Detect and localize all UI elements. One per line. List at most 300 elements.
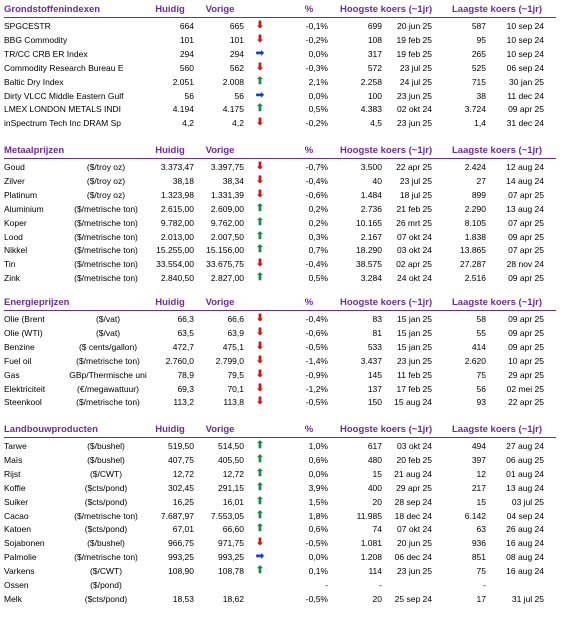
down-arrow-icon: ⬇	[255, 396, 265, 408]
table-row	[0, 203, 562, 215]
high-date: 24 okt 24	[397, 273, 432, 284]
previous-value: 993,25	[218, 552, 244, 563]
high-date: 22 apr 25	[396, 162, 432, 172]
high-value: 145	[367, 369, 382, 380]
high-value: 1.208	[360, 552, 382, 563]
previous-value: 113,8	[223, 397, 244, 408]
pct-change: 3,9%	[308, 482, 328, 493]
low-date: 10 sep 24	[506, 34, 544, 45]
section-header	[0, 424, 562, 436]
col-current-header: Huidig	[155, 297, 185, 308]
high-value: 317	[367, 48, 382, 59]
previous-value: 16,01	[222, 496, 244, 507]
previous-value: 9.762,00	[210, 217, 244, 228]
previous-value: 294	[229, 48, 244, 59]
high-value: 2.258	[360, 76, 382, 87]
pct-change: -	[325, 580, 328, 590]
col-current-header: Huidig	[155, 424, 185, 435]
current-value: 2.013,00	[160, 231, 194, 242]
commodity-unit: ($/bushel)	[87, 538, 125, 549]
table-row	[0, 34, 562, 46]
low-value: 38	[476, 90, 486, 101]
up-arrow-icon: ⬆	[255, 202, 265, 214]
commodity-unit: ($/bushel)	[87, 441, 125, 451]
pct-change: -0,7%	[305, 162, 328, 172]
high-value: 1.081	[360, 538, 382, 549]
low-value: 75	[476, 566, 486, 577]
commodity-name: Elektriciteit	[4, 383, 46, 394]
table-row	[0, 313, 562, 325]
pct-change: -1,4%	[305, 355, 328, 366]
down-arrow-icon: ⬇	[255, 33, 265, 45]
down-arrow-icon: ⬇	[255, 313, 265, 324]
high-date: 26 mrt 25	[396, 217, 432, 228]
commodity-name: Aluminium	[4, 203, 44, 214]
commodity-name: Suiker	[4, 496, 29, 507]
high-date: 23 jun 25	[397, 566, 432, 577]
low-date: 03 jul 25	[511, 496, 544, 507]
table-row	[0, 369, 562, 381]
current-value: 78,9	[177, 369, 194, 380]
high-date: 11 feb 25	[397, 369, 432, 380]
pct-change: -0,4%	[305, 175, 328, 186]
high-date: 19 feb 25	[396, 48, 432, 59]
up-arrow-icon: ⬆	[255, 481, 265, 493]
up-arrow-icon: ⬆	[255, 230, 265, 242]
current-value: 664	[179, 21, 194, 31]
high-date: 23 jun 25	[397, 355, 432, 366]
up-arrow-icon: ⬆	[255, 495, 265, 507]
commodity-name: inSpectrum Tech Inc DRAM Sp	[4, 118, 121, 129]
commodity-unit: ($cts/pond)	[84, 496, 128, 507]
high-date: 18 jul 25	[399, 189, 432, 200]
commodity-name: Olie (WTI)	[4, 327, 43, 338]
low-value: 12	[476, 468, 486, 479]
low-value: 55	[476, 327, 486, 338]
low-value: 63	[476, 524, 486, 535]
previous-value: 63,9	[227, 327, 244, 338]
low-date: 27 aug 24	[506, 441, 544, 451]
high-value: 1.484	[360, 189, 382, 200]
up-arrow-icon: ⬆	[255, 272, 265, 284]
commodity-name: Platinum	[4, 189, 38, 200]
low-date: 07 apr 25	[508, 189, 544, 200]
pct-change: -0,2%	[305, 118, 328, 129]
commodity-name: Maïs	[4, 454, 23, 465]
high-value: 18.290	[356, 245, 382, 256]
up-arrow-icon: ⬆	[255, 216, 265, 228]
low-date: 29 apr 25	[508, 369, 544, 380]
low-value: 1,4	[474, 118, 486, 129]
high-date: 20 jun 25	[397, 21, 432, 31]
previous-value: 108,78	[218, 566, 244, 577]
commodity-name: Gas	[4, 369, 20, 380]
high-date: 23 jun 25	[397, 118, 432, 129]
table-row	[0, 327, 562, 339]
col-previous-header: Vorige	[205, 424, 235, 435]
current-value: 1.323,98	[160, 189, 194, 200]
current-value: 12,72	[172, 468, 194, 479]
up-arrow-icon: ⬆	[255, 453, 265, 465]
low-value: 2.620	[464, 355, 486, 366]
pct-change: -0,5%	[305, 538, 328, 549]
high-date: 25 sep 24	[394, 593, 432, 604]
down-arrow-icon: ⬇	[255, 161, 265, 172]
down-arrow-icon: ⬇	[255, 382, 265, 394]
table-row	[0, 231, 562, 243]
high-value: 4.383	[360, 104, 382, 115]
current-value: 63,5	[177, 327, 194, 338]
low-date: 10 apr 25	[508, 355, 544, 366]
current-value: 15.255,00	[156, 245, 194, 256]
low-date: 22 apr 25	[508, 397, 544, 408]
current-value: 66,3	[177, 314, 194, 324]
commodity-unit: ($/troy oz)	[86, 189, 126, 200]
commodity-name: Benzine	[4, 341, 35, 352]
high-value: 20	[372, 496, 382, 507]
high-value: 11.985	[356, 510, 382, 521]
up-arrow-icon: ⬆	[255, 509, 265, 521]
table-row	[0, 565, 562, 577]
down-arrow-icon: ⬇	[255, 20, 265, 31]
table-row	[0, 523, 562, 535]
low-date: 13 aug 24	[506, 203, 544, 214]
pct-change: 0,2%	[308, 217, 328, 228]
down-arrow-icon: ⬇	[255, 368, 265, 380]
commodity-name: Olie (Brent	[4, 314, 45, 324]
current-value: 56	[184, 90, 194, 101]
low-date: 09 apr 25	[508, 273, 544, 284]
current-value: 2.840,50	[160, 273, 194, 284]
pct-change: 0,6%	[308, 524, 328, 535]
table-row	[0, 161, 562, 173]
high-date: 20 jun 25	[397, 538, 432, 549]
commodity-name: Fuel oil	[4, 355, 32, 366]
high-value: 3.500	[360, 162, 382, 172]
commodity-name: Baltic Dry Index	[4, 76, 64, 87]
commodity-unit: ($/CWT)	[89, 566, 123, 577]
col-low-header: Laagste koers (~1jr)	[452, 297, 543, 308]
previous-value: 7.553,05	[210, 510, 244, 521]
low-value: 2.424	[464, 162, 486, 172]
current-value: 113,2	[173, 397, 194, 408]
table-row	[0, 76, 562, 88]
high-value: 2.736	[360, 203, 382, 214]
previous-value: 101	[229, 34, 244, 45]
low-value: 2.290	[464, 203, 486, 214]
high-date: 06 dec 24	[394, 552, 432, 563]
high-date: 28 sep 24	[394, 496, 432, 507]
previous-value: 56	[234, 90, 244, 101]
right-arrow-icon: ➡	[255, 47, 265, 59]
table-row	[0, 62, 562, 74]
high-value: 38.575	[356, 259, 382, 270]
section-title: Metaalprijzen	[4, 145, 65, 156]
section-header	[0, 297, 562, 309]
high-value: 3.437	[360, 355, 382, 366]
col-previous-header: Vorige	[205, 297, 235, 308]
high-value: 83	[372, 314, 382, 324]
low-value: 58	[476, 314, 486, 324]
pct-change: 0,0%	[308, 468, 328, 479]
pct-change: 1,5%	[308, 496, 328, 507]
previous-value: 514,50	[218, 441, 244, 451]
table-row	[0, 272, 562, 284]
pct-change: -0,9%	[305, 369, 328, 380]
low-date: 09 apr 25	[508, 231, 544, 242]
col-current-header: Huidig	[155, 4, 185, 15]
previous-value: 79,5	[227, 369, 244, 380]
commodity-unit: ($/metrische ton)	[74, 552, 138, 563]
current-value: 33.554,00	[156, 259, 194, 270]
section-divider	[4, 310, 556, 311]
commodity-name: Ossen	[4, 580, 29, 590]
table-row	[0, 103, 562, 115]
high-value: 74	[372, 524, 382, 535]
pct-change: 0,0%	[308, 90, 328, 101]
table-row	[0, 396, 562, 408]
col-pct-header: %	[304, 4, 314, 15]
col-low-header: Laagste koers (~1jr)	[452, 145, 543, 156]
commodity-name: Zink	[4, 273, 21, 284]
pct-change: -0,5%	[305, 397, 328, 408]
pct-change: 0,5%	[308, 104, 328, 115]
table-row	[0, 496, 562, 508]
commodity-name: Rijst	[4, 468, 21, 479]
low-value: 2.516	[464, 273, 486, 284]
current-value: 101	[179, 34, 194, 45]
col-pct-header: %	[304, 297, 314, 308]
commodity-name: Zilver	[4, 175, 25, 186]
commodity-unit: ($/metrische ton)	[74, 273, 138, 284]
pct-change: 0,2%	[308, 203, 328, 214]
commodity-unit: ($/metrische ton)	[74, 231, 138, 242]
section-title: Grondstoffenindexen	[4, 4, 101, 15]
table-row	[0, 217, 562, 229]
commodity-unit: ($/metrische ton)	[76, 397, 140, 408]
low-date: 08 aug 24	[506, 552, 544, 563]
commodity-name: SPGCESTR	[4, 21, 51, 31]
table-row	[0, 482, 562, 494]
table-row	[0, 454, 562, 466]
section-header	[0, 4, 562, 16]
high-date: 02 apr 25	[396, 259, 432, 270]
pct-change: 0,0%	[308, 552, 328, 563]
low-value: 1.838	[464, 231, 486, 242]
commodity-name: Nikkel	[4, 245, 28, 256]
up-arrow-icon: ⬆	[255, 244, 265, 256]
low-date: 28 nov 24	[506, 259, 544, 270]
previous-value: 405,50	[218, 454, 244, 465]
table-row	[0, 383, 562, 395]
high-date: 03 okt 24	[397, 245, 432, 256]
commodity-unit: GBp/Thermische uni	[69, 369, 147, 380]
commodity-unit: ($/metrische ton)	[74, 245, 138, 256]
table-row	[0, 90, 562, 102]
previous-value: 2.008	[222, 76, 244, 87]
table-row	[0, 440, 562, 452]
low-date: 31 dec 24	[506, 118, 544, 129]
commodity-name: Melk	[4, 593, 22, 604]
low-value: 414	[471, 341, 486, 352]
previous-value: 971,75	[218, 538, 244, 549]
high-value: 699	[367, 21, 382, 31]
section-divider	[4, 158, 556, 159]
previous-value: 15.156,00	[206, 245, 244, 256]
commodity-name: Goud	[4, 162, 25, 172]
high-date: 07 okt 24	[397, 524, 432, 535]
previous-value: 4,2	[232, 118, 244, 129]
pct-change: 0,6%	[308, 454, 328, 465]
section-header	[0, 145, 562, 157]
commodity-unit: ($/metrische ton)	[74, 217, 138, 228]
low-value: 8.105	[464, 217, 486, 228]
commodity-name: LMEX LONDON METALS INDI	[4, 104, 121, 115]
low-value: 851	[471, 552, 486, 563]
commodity-name: TR/CC CRB ER Index	[4, 48, 88, 59]
col-pct-header: %	[304, 145, 314, 156]
high-date: 29 apr 25	[396, 482, 432, 493]
previous-value: 2.007,50	[210, 231, 244, 242]
low-value: 936	[471, 538, 486, 549]
high-date: 18 dec 24	[394, 510, 432, 521]
pct-change: -0,1%	[305, 21, 328, 31]
section-divider	[4, 437, 556, 438]
pct-change: -0,5%	[305, 341, 328, 352]
pct-change: 0,5%	[308, 273, 328, 284]
table-row	[0, 258, 562, 270]
high-date: 23 jul 25	[399, 62, 432, 73]
high-date: 17 feb 25	[396, 383, 432, 394]
low-date: 16 aug 24	[506, 566, 544, 577]
right-arrow-icon: ➡	[255, 89, 265, 101]
previous-value: 665	[229, 21, 244, 31]
table-row	[0, 510, 562, 522]
commodity-name: Koffie	[4, 482, 26, 493]
commodity-unit: ($/CWT)	[89, 468, 123, 479]
current-value: 7.687,97	[160, 510, 194, 521]
low-date: 10 sep 24	[506, 48, 544, 59]
high-value: 81	[372, 327, 382, 338]
pct-change: -1,2%	[305, 383, 328, 394]
pct-change: 0,3%	[308, 231, 328, 242]
high-value: 114	[368, 566, 382, 577]
high-date: 23 jun 25	[397, 90, 432, 101]
low-value: 397	[471, 454, 486, 465]
table-row	[0, 20, 562, 32]
table-row	[0, 355, 562, 367]
pct-change: 0,7%	[308, 245, 328, 256]
previous-value: 2.799,0	[215, 355, 244, 366]
low-value: 13.865	[460, 245, 486, 256]
high-date: 21 feb 25	[396, 203, 432, 214]
low-value: -	[483, 580, 486, 590]
low-date: 07 apr 25	[508, 245, 544, 256]
current-value: 9.782,00	[160, 217, 194, 228]
up-arrow-icon: ⬆	[255, 565, 265, 577]
high-value: 15	[372, 468, 382, 479]
high-value: 3.284	[360, 273, 382, 284]
table-row	[0, 117, 562, 129]
low-date: 09 apr 25	[508, 314, 544, 324]
current-value: 294	[179, 48, 194, 59]
up-arrow-icon: ⬆	[255, 440, 265, 451]
table-row	[0, 537, 562, 549]
table-row	[0, 468, 562, 480]
pct-change: -0,6%	[305, 327, 328, 338]
previous-value: 33.675,75	[206, 259, 244, 270]
table-row	[0, 593, 562, 605]
low-value: 56	[476, 383, 486, 394]
pct-change: 1,8%	[308, 510, 328, 521]
table-row	[0, 341, 562, 353]
table-row	[0, 579, 562, 591]
low-date: 06 aug 25	[506, 454, 544, 465]
previous-value: 475,1	[222, 341, 244, 352]
commodity-unit: ($/vat)	[95, 327, 121, 338]
low-date: 26 aug 24	[506, 524, 544, 535]
table-row	[0, 189, 562, 201]
high-date: 15 jan 25	[397, 327, 432, 338]
current-value: 993,25	[168, 552, 194, 563]
previous-value: 291,15	[218, 482, 244, 493]
current-value: 38,18	[172, 175, 194, 186]
current-value: 472,7	[172, 341, 194, 352]
commodity-unit: ($/metrische ton)	[76, 355, 140, 366]
col-high-header: Hoogste koers (~1jr)	[340, 424, 433, 435]
high-value: 2.167	[360, 231, 382, 242]
high-value: 150	[367, 397, 382, 408]
commodity-unit: ($/metrische ton)	[74, 203, 138, 214]
high-value: 4,5	[370, 118, 382, 129]
pct-change: -0,6%	[305, 189, 328, 200]
current-value: 16,25	[172, 496, 194, 507]
low-date: 30 jan 25	[509, 76, 544, 87]
previous-value: 2.827,00	[210, 273, 244, 284]
low-value: 525	[471, 62, 486, 73]
low-date: 14 aug 24	[506, 175, 544, 186]
previous-value: 2.609,00	[210, 203, 244, 214]
commodity-name: Tarwe	[4, 441, 27, 451]
current-value: 69,3	[177, 383, 194, 394]
low-value: 6.142	[464, 510, 486, 521]
low-date: 02 mei 25	[506, 383, 544, 394]
high-value: 617	[367, 441, 382, 451]
commodity-unit: ($cts/pond)	[84, 524, 128, 535]
col-previous-header: Vorige	[205, 145, 235, 156]
up-arrow-icon: ⬆	[255, 467, 265, 479]
previous-value: 12,72	[222, 468, 244, 479]
commodity-unit: ($/vat)	[95, 314, 121, 324]
right-arrow-icon: ➡	[255, 551, 265, 563]
previous-value: 1.331,39	[210, 189, 244, 200]
current-value: 2.760,0	[165, 355, 194, 366]
high-value: 480	[367, 454, 382, 465]
previous-value: 4.175	[222, 104, 244, 115]
commodity-unit: (€/megawattuur)	[77, 383, 139, 394]
commodity-unit: ($cts/pond)	[84, 482, 128, 493]
commodity-name: Palmolie	[4, 552, 37, 563]
low-value: 3.724	[464, 104, 486, 115]
current-value: 519,50	[168, 441, 194, 451]
section-title: Energieprijzen	[4, 297, 70, 308]
down-arrow-icon: ⬇	[255, 537, 265, 549]
previous-value: 3.397,75	[210, 162, 244, 172]
low-date: 09 apr 25	[508, 341, 544, 352]
low-date: 01 aug 24	[506, 468, 544, 479]
high-date: 03 okt 24	[397, 441, 432, 451]
commodity-unit: ($/bushel)	[87, 454, 125, 465]
